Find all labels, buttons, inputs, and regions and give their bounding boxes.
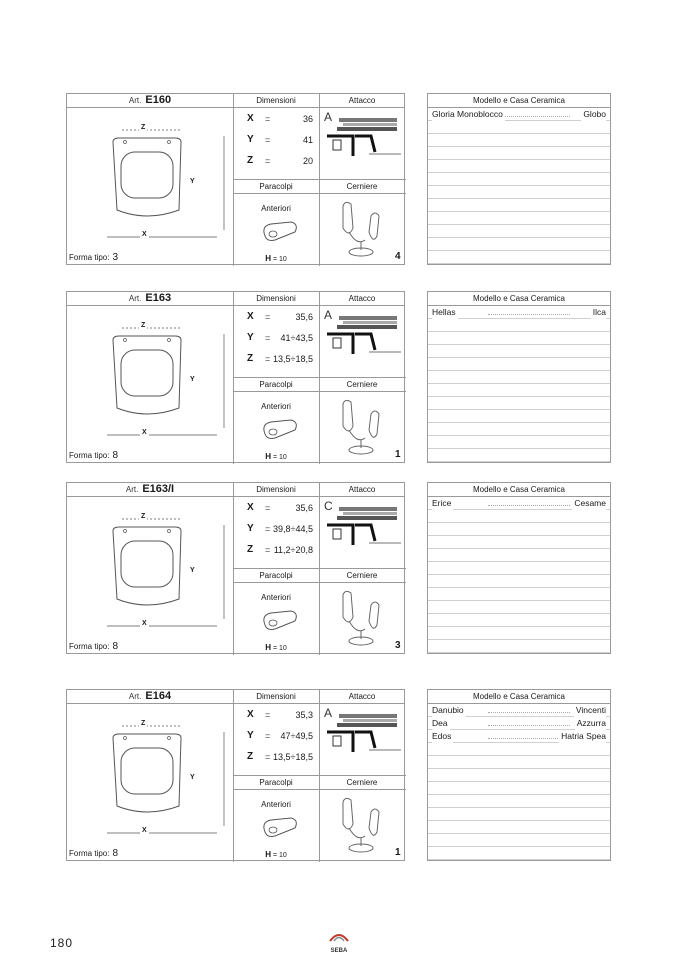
h-label: H: [265, 452, 271, 461]
h-number: = 10: [272, 852, 287, 859]
equals-sign: =: [265, 545, 271, 555]
table-row: [428, 601, 610, 614]
dimensioni-header: Dimensioni: [256, 294, 296, 303]
table-row: [428, 319, 610, 332]
table-row: [428, 627, 610, 640]
product-card: [66, 291, 405, 463]
dimension-row: [233, 151, 319, 171]
table-row: [428, 808, 610, 821]
table-row: [428, 134, 610, 147]
dimension-key: Z: [247, 353, 254, 364]
card-header: [67, 94, 404, 108]
dimension-value: 13,5÷18,5: [273, 752, 313, 762]
table-row: [428, 821, 610, 834]
dimension-key: Z: [247, 751, 254, 762]
table-row: [428, 497, 610, 510]
table-row: [428, 186, 610, 199]
dimension-row: [233, 328, 319, 348]
dimension-lines: [102, 716, 242, 866]
table-row: [428, 199, 610, 212]
cerniera-number: 1: [395, 449, 401, 460]
table-row: [428, 562, 610, 575]
cerniera-number: 4: [395, 251, 401, 262]
equals-sign: =: [265, 114, 271, 124]
dimension-lines: [102, 509, 242, 659]
forma-label: Forma tipo:: [69, 451, 110, 460]
forma-label: Forma tipo:: [69, 849, 110, 858]
models-table: [427, 689, 611, 861]
table-row: [428, 306, 610, 319]
dimensioni-header: Dimensioni: [256, 692, 296, 701]
leader-dots: [488, 314, 570, 315]
dimension-value: 47÷49,5: [280, 731, 313, 741]
cerniere-header: Cerniere: [346, 380, 378, 389]
forma-tipo: [69, 450, 118, 461]
model-name: Edos: [432, 731, 452, 741]
dimension-lines: [102, 318, 242, 468]
cerniera-diagram: [335, 587, 385, 649]
model-brand: Hatria Spea: [561, 731, 606, 741]
forma-tipo: [69, 848, 118, 859]
dimension-row: [233, 747, 319, 767]
model-name: Erice: [432, 498, 452, 508]
forma-tipo: [69, 252, 118, 263]
h-label: H: [265, 643, 271, 652]
divider: [319, 690, 320, 862]
dimension-lines: [102, 120, 242, 270]
equals-sign: =: [265, 752, 271, 762]
divider: [233, 789, 406, 790]
attacco-type: C: [324, 499, 333, 513]
equals-sign: =: [265, 503, 271, 513]
table-row: [428, 345, 610, 358]
model-brand: Cesame: [574, 498, 606, 508]
divider: [319, 94, 320, 266]
forma-value: 3: [112, 252, 119, 263]
article-cell: [67, 94, 233, 107]
paracolpi-diagram: [261, 418, 301, 444]
h-label: H: [265, 850, 271, 859]
table-row: [428, 588, 610, 601]
product-card: [66, 93, 405, 265]
h-number: = 10: [272, 454, 287, 461]
table-row: [428, 410, 610, 423]
model-brand: Vincenti: [575, 705, 606, 715]
table-row: [428, 251, 610, 264]
dimension-row: [233, 519, 319, 539]
forma-value: 8: [112, 641, 119, 652]
dimension-value: 35,6: [295, 312, 313, 322]
table-row: [428, 121, 610, 134]
cerniera-number: 3: [395, 640, 401, 651]
table-row: [428, 575, 610, 588]
dimension-row: [233, 349, 319, 369]
dimension-value: 41: [302, 135, 313, 145]
card-header: [67, 292, 404, 306]
card-header: [67, 483, 404, 497]
divider: [319, 483, 320, 655]
article-cell: [67, 690, 233, 703]
model-name: Hellas: [432, 307, 456, 317]
table-row: [428, 384, 610, 397]
dimensioni-header: Dimensioni: [256, 96, 296, 105]
table-row: [428, 614, 610, 627]
table-row: [428, 769, 610, 782]
attacco-diagram: [325, 116, 405, 186]
table-row: [428, 212, 610, 225]
dimension-row: [233, 130, 319, 150]
model-brand: Azzurra: [576, 718, 606, 728]
equals-sign: =: [265, 312, 271, 322]
x-marker: X: [142, 231, 147, 238]
table-row: [428, 756, 610, 769]
paracolpi-header: Paracolpi: [259, 182, 293, 191]
table-row: [428, 640, 610, 653]
dimension-key: Z: [247, 155, 254, 166]
x-marker: X: [142, 827, 147, 834]
dimension-value: 39,8÷44,5: [273, 524, 313, 534]
model-name: Dea: [432, 718, 448, 728]
dimension-key: X: [247, 113, 254, 124]
z-marker: Z: [141, 322, 146, 329]
table-row: [428, 332, 610, 345]
equals-sign: =: [265, 156, 271, 166]
divider: [233, 391, 406, 392]
attacco-type: A: [324, 308, 333, 322]
h-value: [233, 452, 319, 461]
product-card: [66, 482, 405, 654]
cerniere-header: Cerniere: [346, 182, 378, 191]
cerniera-diagram: [335, 198, 385, 260]
cerniera-diagram: [335, 794, 385, 856]
forma-tipo: [69, 641, 118, 652]
cerniera-number: 1: [395, 847, 401, 858]
models-table: [427, 93, 611, 265]
table-row: [428, 147, 610, 160]
forma-label: Forma tipo:: [69, 253, 110, 262]
table-row: [428, 449, 610, 462]
y-marker: Y: [190, 774, 195, 781]
table-row: [428, 225, 610, 238]
model-name: Danubio: [432, 705, 464, 715]
y-marker: Y: [190, 376, 195, 383]
dimension-row: [233, 726, 319, 746]
paracolpi-diagram: [261, 816, 301, 842]
forma-value: 8: [112, 450, 119, 461]
leader-dots: [488, 505, 570, 506]
article-code: E163: [145, 292, 172, 304]
article-code: E164: [145, 690, 172, 702]
table-row: [428, 549, 610, 562]
dimensioni-header: Dimensioni: [256, 485, 296, 494]
attacco-type: A: [324, 110, 333, 124]
models-header: Modello e Casa Ceramica: [428, 292, 610, 306]
cerniere-header: Cerniere: [346, 778, 378, 787]
table-row: [428, 108, 610, 121]
models-header: Modello e Casa Ceramica: [428, 94, 610, 108]
x-marker: X: [142, 429, 147, 436]
dimension-row: [233, 540, 319, 560]
dimension-key: Z: [247, 544, 254, 555]
leader-dots: [488, 725, 570, 726]
models-header: Modello e Casa Ceramica: [428, 690, 610, 704]
h-value: [233, 254, 319, 263]
divider: [233, 582, 406, 583]
models-table: [427, 291, 611, 463]
article-code: E163/I: [142, 483, 175, 495]
article-code: E160: [145, 94, 172, 106]
attacco-header: Attacco: [348, 96, 376, 105]
forma-value: 8: [112, 848, 119, 859]
article-cell: [67, 483, 233, 496]
models-header: Modello e Casa Ceramica: [428, 483, 610, 497]
model-name: Gloria Monoblocco: [432, 109, 503, 119]
paracolpi-header: Paracolpi: [259, 778, 293, 787]
equals-sign: =: [265, 731, 271, 741]
table-row: [428, 536, 610, 549]
table-row: [428, 730, 610, 743]
table-row: [428, 510, 610, 523]
table-row: [428, 717, 610, 730]
attacco-diagram: [325, 712, 405, 782]
leader-dots: [488, 712, 570, 713]
attacco-header: Attacco: [348, 485, 376, 494]
z-marker: Z: [141, 124, 146, 131]
table-row: [428, 371, 610, 384]
table-row: [428, 782, 610, 795]
model-brand: Ilca: [592, 307, 606, 317]
equals-sign: =: [265, 333, 271, 343]
brand-logo: [326, 930, 352, 954]
attacco-header: Attacco: [348, 692, 376, 701]
article-label: Art.: [128, 294, 142, 303]
z-marker: Z: [141, 513, 146, 520]
dimension-key: Y: [247, 523, 254, 534]
table-row: [428, 238, 610, 251]
paracolpi-diagram: [261, 609, 301, 635]
attacco-type: A: [324, 706, 333, 720]
dimension-key: Y: [247, 134, 254, 145]
article-label: Art.: [128, 96, 142, 105]
x-marker: X: [142, 620, 147, 627]
dimension-key: X: [247, 709, 254, 720]
cerniera-diagram: [335, 396, 385, 458]
product-card: [66, 689, 405, 861]
article-cell: [67, 292, 233, 305]
dimension-key: X: [247, 502, 254, 513]
leader-dots: [488, 738, 570, 739]
dimension-row: [233, 705, 319, 725]
y-marker: Y: [190, 178, 195, 185]
equals-sign: =: [265, 135, 271, 145]
cerniere-header: Cerniere: [346, 571, 378, 580]
table-row: [428, 704, 610, 717]
h-value: [233, 850, 319, 859]
anteriori-label: Anteriori: [261, 800, 291, 809]
paracolpi-header: Paracolpi: [259, 380, 293, 389]
page-number: 180: [50, 936, 74, 950]
card-header: [67, 690, 404, 704]
h-value: [233, 643, 319, 652]
y-marker: Y: [190, 567, 195, 574]
attacco-header: Attacco: [348, 294, 376, 303]
h-number: = 10: [272, 645, 287, 652]
dimension-value: 36: [302, 114, 313, 124]
dimension-value: 41÷43,5: [280, 333, 313, 343]
dimension-row: [233, 109, 319, 129]
models-table: [427, 482, 611, 654]
dimension-value: 35,3: [295, 710, 313, 720]
equals-sign: =: [265, 710, 271, 720]
dimension-row: [233, 307, 319, 327]
table-row: [428, 397, 610, 410]
forma-label: Forma tipo:: [69, 642, 110, 651]
anteriori-label: Anteriori: [261, 593, 291, 602]
anteriori-label: Anteriori: [261, 402, 291, 411]
logo-text: SEBA: [330, 948, 348, 954]
dimension-key: Y: [247, 730, 254, 741]
paracolpi-header: Paracolpi: [259, 571, 293, 580]
table-row: [428, 436, 610, 449]
dimension-key: X: [247, 311, 254, 322]
equals-sign: =: [265, 524, 271, 534]
paracolpi-diagram: [261, 220, 301, 246]
divider: [319, 292, 320, 464]
h-label: H: [265, 254, 271, 263]
dimension-value: 20: [302, 156, 313, 166]
table-row: [428, 743, 610, 756]
attacco-diagram: [325, 505, 405, 575]
divider: [233, 193, 406, 194]
equals-sign: =: [265, 354, 271, 364]
article-label: Art.: [128, 692, 142, 701]
table-row: [428, 523, 610, 536]
table-row: [428, 795, 610, 808]
table-row: [428, 358, 610, 371]
seba-logo-icon: [326, 931, 352, 943]
dimension-key: Y: [247, 332, 254, 343]
attacco-diagram: [325, 314, 405, 384]
article-label: Art.: [125, 485, 139, 494]
table-row: [428, 834, 610, 847]
dimension-value: 11,2÷20,8: [273, 545, 313, 555]
table-row: [428, 173, 610, 186]
anteriori-label: Anteriori: [261, 204, 291, 213]
dimension-value: 13,5÷18,5: [273, 354, 313, 364]
dimension-row: [233, 498, 319, 518]
z-marker: Z: [141, 720, 146, 727]
h-number: = 10: [272, 256, 287, 263]
dimension-value: 35,6: [295, 503, 313, 513]
table-row: [428, 423, 610, 436]
table-row: [428, 160, 610, 173]
table-row: [428, 847, 610, 860]
model-brand: Globo: [583, 109, 606, 119]
